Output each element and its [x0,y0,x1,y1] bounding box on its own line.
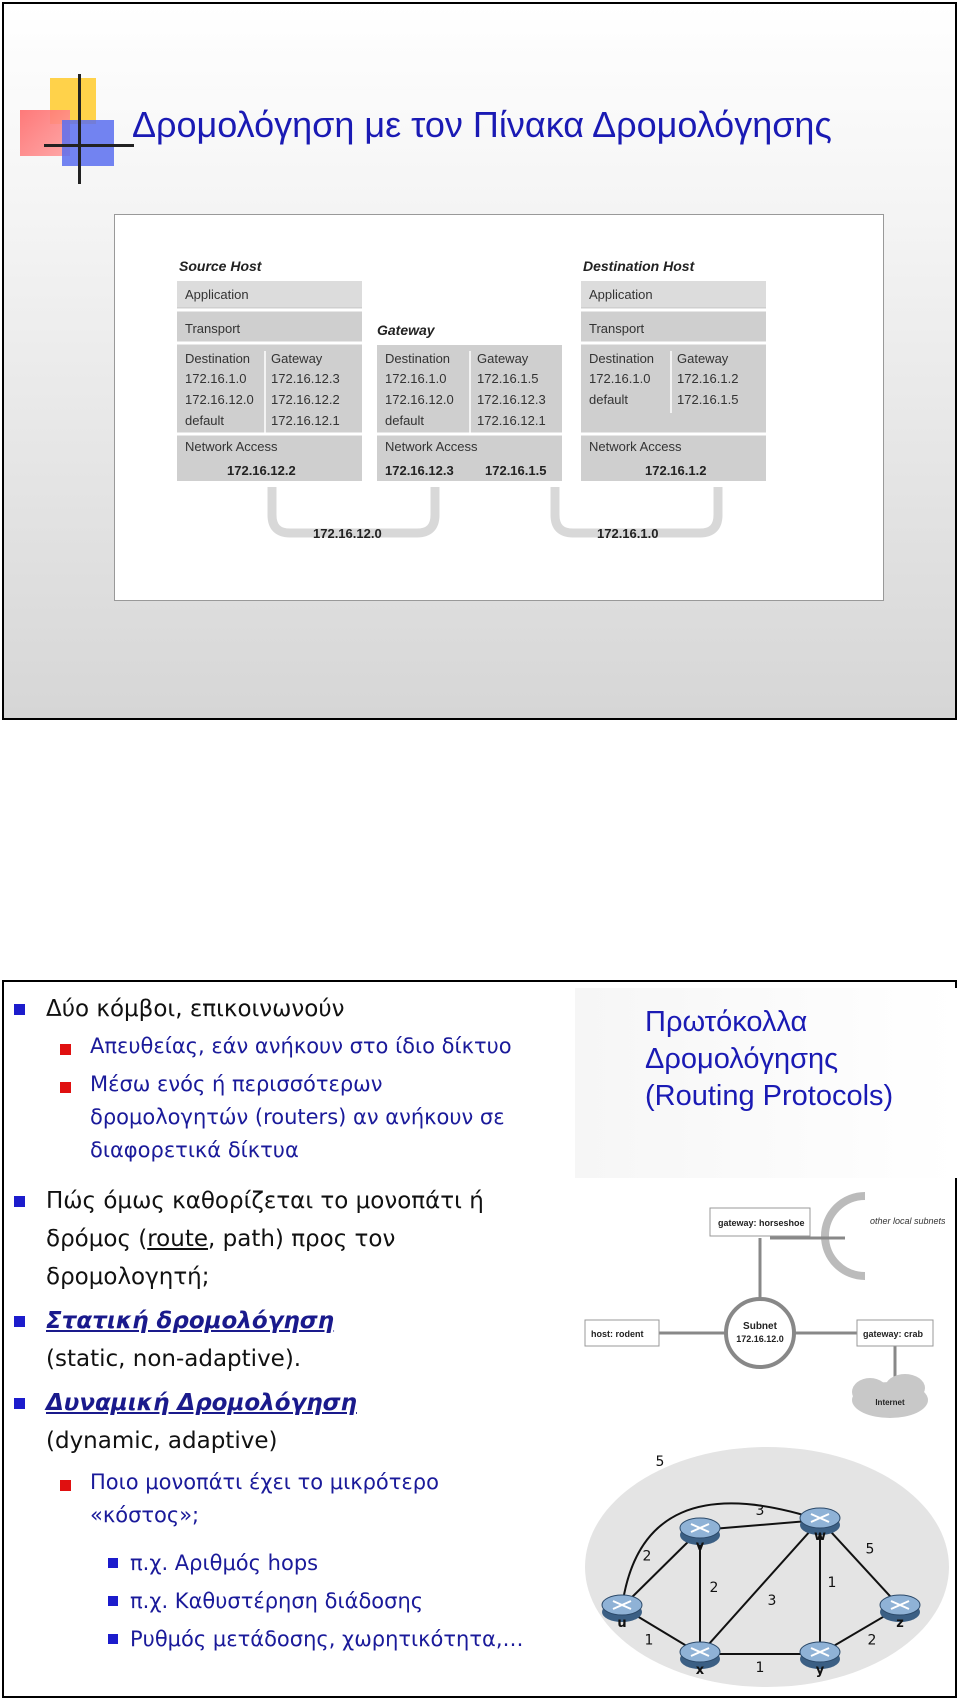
internet-label: Internet [875,1398,905,1407]
source-row-gw: 172.16.12.1 [271,413,340,428]
node-label: v [695,1539,705,1554]
source-row-dest: default [185,413,225,428]
source-host-label: Source Host [179,258,262,274]
text-fragment: δρόμος ( [46,1226,148,1252]
gateway-row-gw: 172.16.1.5 [477,371,539,386]
bullet-square [60,1082,71,1093]
subnet-address: 172.16.12.0 [736,1334,784,1344]
destination-transport: Transport [589,321,645,336]
source-application: Application [185,287,249,302]
source-address: 172.16.12.2 [227,463,296,478]
gateway-right-label: gateway: crab [863,1329,924,1339]
node-label: x [695,1663,705,1678]
edge-cost-label: 2 [867,1632,877,1649]
bullet-text: Απευθείας, εάν ανήκουν στο ίδιο δίκτυο [90,1034,512,1058]
static-routing-term: Στατική δρομολόγηση [46,1308,335,1334]
source-transport: Transport [185,321,241,336]
gateway-stack [377,322,562,481]
destination-row-gw: 172.16.1.2 [677,371,739,386]
bullet-square [14,1196,25,1207]
gateway-network-access: Network Access [385,439,478,454]
destination-col-gateway: Gateway [677,351,729,366]
gateway-row-dest: 172.16.12.0 [385,392,454,407]
destination-row-dest: default [589,392,629,407]
routing-table-figure [114,214,884,601]
edge-cost-label: 5 [655,1454,665,1470]
gateway-address-left: 172.16.12.3 [385,463,454,478]
title-line: Δρομολόγησης [645,1043,839,1075]
source-col-destination: Destination [185,351,251,366]
source-row-gw: 172.16.12.3 [271,371,340,386]
node-label: z [896,1616,904,1631]
source-row-dest: 172.16.12.0 [185,392,254,407]
edge-cost-label: 2 [709,1580,719,1596]
bullet-text: Μέσω ενός ή περισσότερων [90,1072,383,1096]
destination-host-stack [581,258,766,481]
bullet-square [14,1398,25,1409]
bullet-text: π.χ. Καθυστέρηση διάδοσης [130,1589,424,1613]
gateway-col-destination: Destination [385,351,451,366]
bullet-text: Δύο κόμβοι, επικοινωνούν [46,996,345,1022]
node-label: u [617,1616,627,1631]
bullet-square [14,1004,25,1015]
internet-cloud-icon [852,1374,928,1418]
graph-background [585,1447,949,1687]
edge-cost-label: 5 [865,1541,875,1558]
bullet-text: Πώς όμως καθορίζεται το μονοπάτι ή [46,1188,484,1214]
destination-row-dest: 172.16.1.0 [589,371,651,386]
edge-cost-label: 1 [827,1575,837,1591]
source-col-gateway: Gateway [271,351,323,366]
title-line: Πρωτόκολλα [645,1006,808,1038]
edge-cost-label: 2 [642,1548,652,1565]
bullet-text: δρομολογητή; [46,1264,210,1290]
gateway-top-label: gateway: horseshoe [718,1218,805,1228]
network-graph [582,1442,952,1696]
dynamic-routing-term: Δυναμική Δρομολόγηση [46,1390,357,1416]
bullet-text [46,1220,395,1258]
edge-cost-label: 1 [755,1660,765,1676]
gateway-row-dest: default [385,413,425,428]
destination-address: 172.16.1.2 [645,463,707,478]
subnet-label: Subnet [743,1321,777,1332]
net-right-label: 172.16.1.0 [597,526,659,541]
edge-cost-label: 3 [767,1593,777,1609]
bullet-text: «κόστος»; [90,1503,200,1527]
slide-title: Δρομολόγηση με τον Πίνακα Δρομολόγησης [132,104,832,145]
gateway-label: Gateway [377,322,435,338]
route-term: route [147,1226,209,1252]
host-label: host: rodent [591,1329,644,1339]
edge-cost-label: 1 [644,1632,654,1649]
bullet-square [108,1634,118,1644]
bullet-square [108,1596,118,1606]
bullet-text: Ρυθμός μετάδοσης, χωρητικότητα,… [130,1627,524,1651]
other-subnets-arc [825,1196,865,1276]
bullet-text: (dynamic, adaptive) [46,1428,278,1454]
node-label: y [815,1663,825,1678]
bullet-text: διαφορετικά δίκτυα [90,1138,299,1162]
net-left-label: 172.16.12.0 [313,526,382,541]
edge-cost-label: 3 [755,1503,765,1519]
gateway-col-gateway: Gateway [477,351,529,366]
destination-row-gw: 172.16.1.5 [677,392,739,407]
routing-diagram [115,215,883,600]
slide-routing-table [2,2,957,720]
gateway-row-gw: 172.16.12.3 [477,392,546,407]
source-host-stack [177,258,362,481]
bullet-square [14,1316,25,1327]
other-subnets-label: other local subnets [870,1216,945,1226]
source-network-access: Network Access [185,439,278,454]
source-row-gw: 172.16.12.2 [271,392,340,407]
text-fragment: , path) προς τον [208,1226,396,1252]
destination-network-access: Network Access [589,439,682,454]
subnet-circle [726,1299,794,1367]
bullet-text: π.χ. Αριθμός hops [130,1551,319,1575]
bullet-text: Ποιο μονοπάτι έχει το μικρότερο [90,1470,439,1494]
title-line: (Routing Protocols) [645,1080,894,1112]
bullet-text: (static, non-adaptive). [46,1346,302,1372]
destination-host-label: Destination Host [583,258,695,274]
slide-title [645,1004,893,1115]
gateway-row-gw: 172.16.12.1 [477,413,546,428]
destination-application: Application [589,287,653,302]
gateway-address-right: 172.16.1.5 [485,463,547,478]
source-row-dest: 172.16.1.0 [185,371,247,386]
subnet-diagram [575,1178,945,1442]
bullet-square [60,1480,71,1491]
gateway-row-dest: 172.16.1.0 [385,371,447,386]
node-label: w [813,1529,827,1544]
bullet-text: δρομολογητών (routers) αν ανήκουν σε [90,1105,505,1129]
bullet-square [60,1044,71,1055]
decorative-logo [14,74,134,184]
destination-col-destination: Destination [589,351,655,366]
bullet-square [108,1558,118,1568]
